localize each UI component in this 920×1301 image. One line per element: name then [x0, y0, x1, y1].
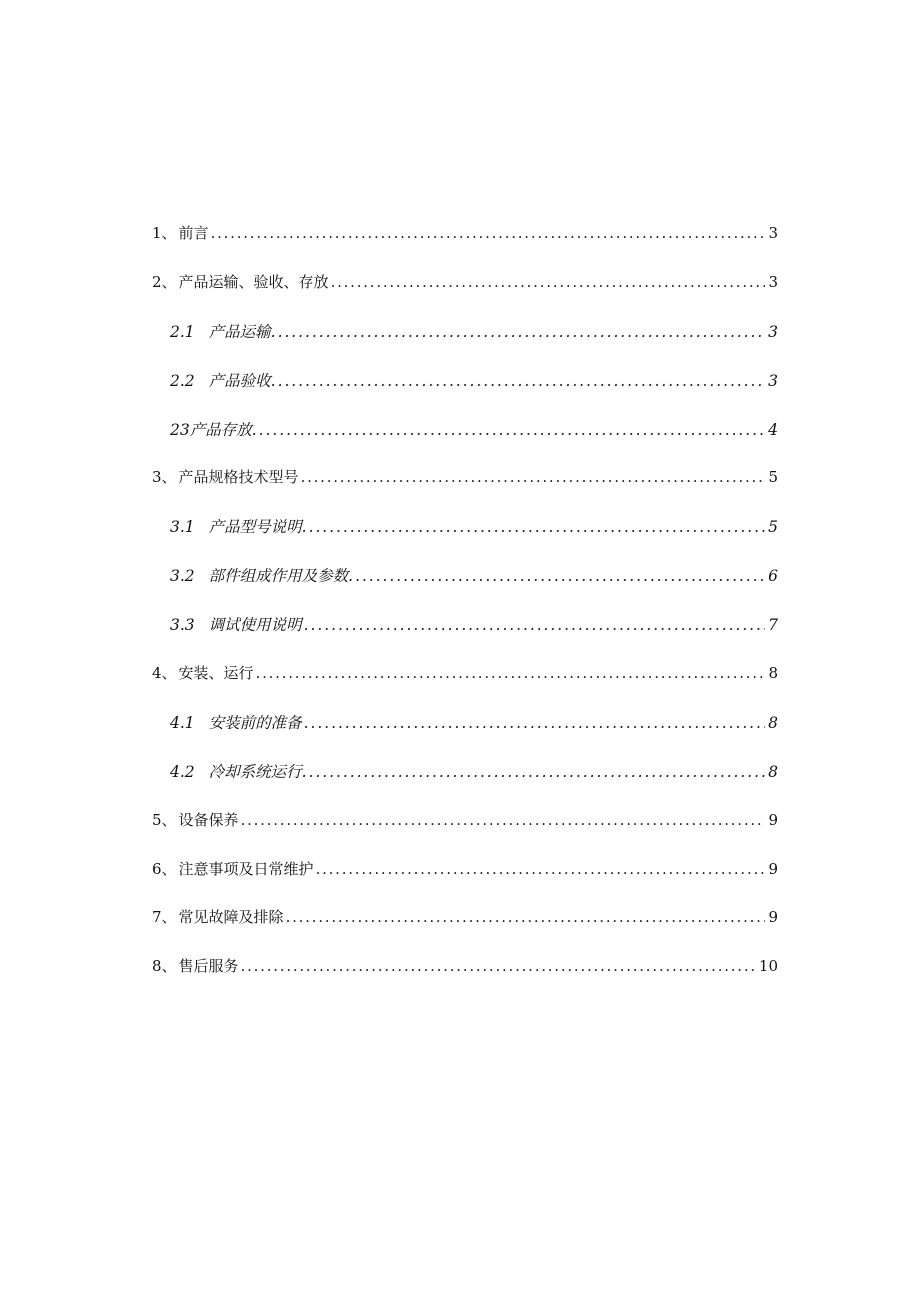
toc-entry-8[interactable]: [152, 955, 778, 1004]
toc-leader-dots: [316, 860, 766, 878]
toc-leader-dots: [286, 908, 766, 926]
toc-number: 3.3: [170, 616, 195, 635]
toc-number: 2.2: [170, 371, 195, 390]
toc-page-number: 6: [768, 567, 778, 586]
toc-leader-dots: [278, 372, 766, 390]
toc-page-number: 3: [768, 322, 778, 341]
toc-number: 6、: [152, 859, 177, 878]
toc-number: 3、: [152, 468, 177, 487]
toc-entry-2-2[interactable]: [152, 369, 778, 418]
toc-page-number: 9: [768, 810, 778, 829]
toc-entry-1[interactable]: [152, 222, 778, 271]
toc-number: 5、: [152, 810, 177, 829]
toc-leader-dots: [301, 468, 766, 486]
toc-title: 23产品存放.: [170, 420, 257, 439]
toc-page-number: 10: [758, 957, 778, 976]
toc-number: 4.1: [170, 713, 195, 732]
toc-entry-3-3[interactable]: [152, 613, 778, 662]
toc-title: 冷却系统运行.: [208, 762, 307, 781]
toc-entry-4[interactable]: [152, 662, 778, 711]
toc-page-number: 8: [768, 713, 778, 732]
toc-number: 4.2: [170, 762, 195, 781]
toc-page-number: 5: [768, 518, 778, 537]
toc-title: 前言: [178, 224, 209, 242]
toc-entry-5[interactable]: [152, 809, 778, 858]
toc-leader-dots: [304, 616, 765, 634]
toc-entry-3[interactable]: [152, 466, 778, 515]
toc-page-number: 3: [768, 272, 778, 291]
toc-leader-dots: [355, 567, 765, 585]
toc-number: 1、: [152, 224, 177, 242]
toc-leader-dots: [331, 273, 766, 291]
toc-leader-dots: [309, 763, 766, 781]
toc-leader-dots: [259, 421, 765, 439]
toc-title: 部件组成作用及参数.: [208, 567, 354, 586]
toc-number: 7、: [152, 908, 177, 927]
toc-entry-4-2[interactable]: [152, 760, 778, 809]
toc-page-number: 3: [768, 371, 778, 390]
toc-page-number: 8: [768, 762, 778, 781]
toc-title: 产品运输、验收、存放: [178, 272, 329, 291]
toc-number: 2.1: [170, 322, 195, 341]
toc-leader-dots: [241, 811, 766, 829]
toc-title: 安装、运行: [178, 664, 254, 683]
toc-leader-dots: [278, 323, 766, 341]
toc-leader-dots: [309, 518, 766, 536]
toc-leader-dots: [241, 957, 756, 975]
toc-title: 产品运输.: [208, 322, 276, 341]
toc-entry-3-1[interactable]: [152, 515, 778, 564]
toc-leader-dots: [304, 714, 765, 732]
toc-number: 3.2: [170, 567, 195, 586]
toc-page-number: 5: [768, 468, 778, 487]
toc-entry-2-3[interactable]: [152, 418, 778, 467]
toc-entry-6[interactable]: [152, 858, 778, 907]
toc-title: 产品验收.: [208, 371, 276, 390]
toc-title: 产品规格技术型号: [178, 468, 299, 487]
toc-page-number: 8: [768, 664, 778, 683]
toc-title: 售后服务: [178, 957, 239, 976]
toc-page-number: 7: [768, 616, 778, 635]
toc-entry-2-1[interactable]: [152, 320, 778, 369]
toc-entry-2[interactable]: [152, 271, 778, 320]
toc-entry-7[interactable]: [152, 906, 778, 955]
table-of-contents: [152, 222, 778, 1004]
toc-number: 2、: [152, 272, 177, 291]
toc-leader-dots: [256, 664, 766, 682]
toc-title: 注意事项及日常维护: [178, 859, 314, 878]
toc-page-number: 9: [768, 859, 778, 878]
toc-title: 调试使用说明: [208, 616, 302, 635]
toc-entry-3-2[interactable]: [152, 564, 778, 613]
toc-number: 3.1: [170, 518, 195, 537]
toc-page-number: 4: [768, 420, 778, 439]
toc-page-number: 3: [768, 224, 778, 242]
toc-number: 4、: [152, 664, 177, 683]
toc-page-number: 9: [768, 908, 778, 927]
toc-title: 安装前的准备: [208, 713, 302, 732]
toc-title: 设备保养: [178, 810, 239, 829]
toc-number: 8、: [152, 957, 177, 976]
toc-entry-4-1[interactable]: [152, 711, 778, 760]
toc-title: 产品型号说明.: [208, 518, 307, 537]
toc-title: 常见故障及排除: [178, 908, 284, 927]
toc-leader-dots: [211, 224, 766, 242]
